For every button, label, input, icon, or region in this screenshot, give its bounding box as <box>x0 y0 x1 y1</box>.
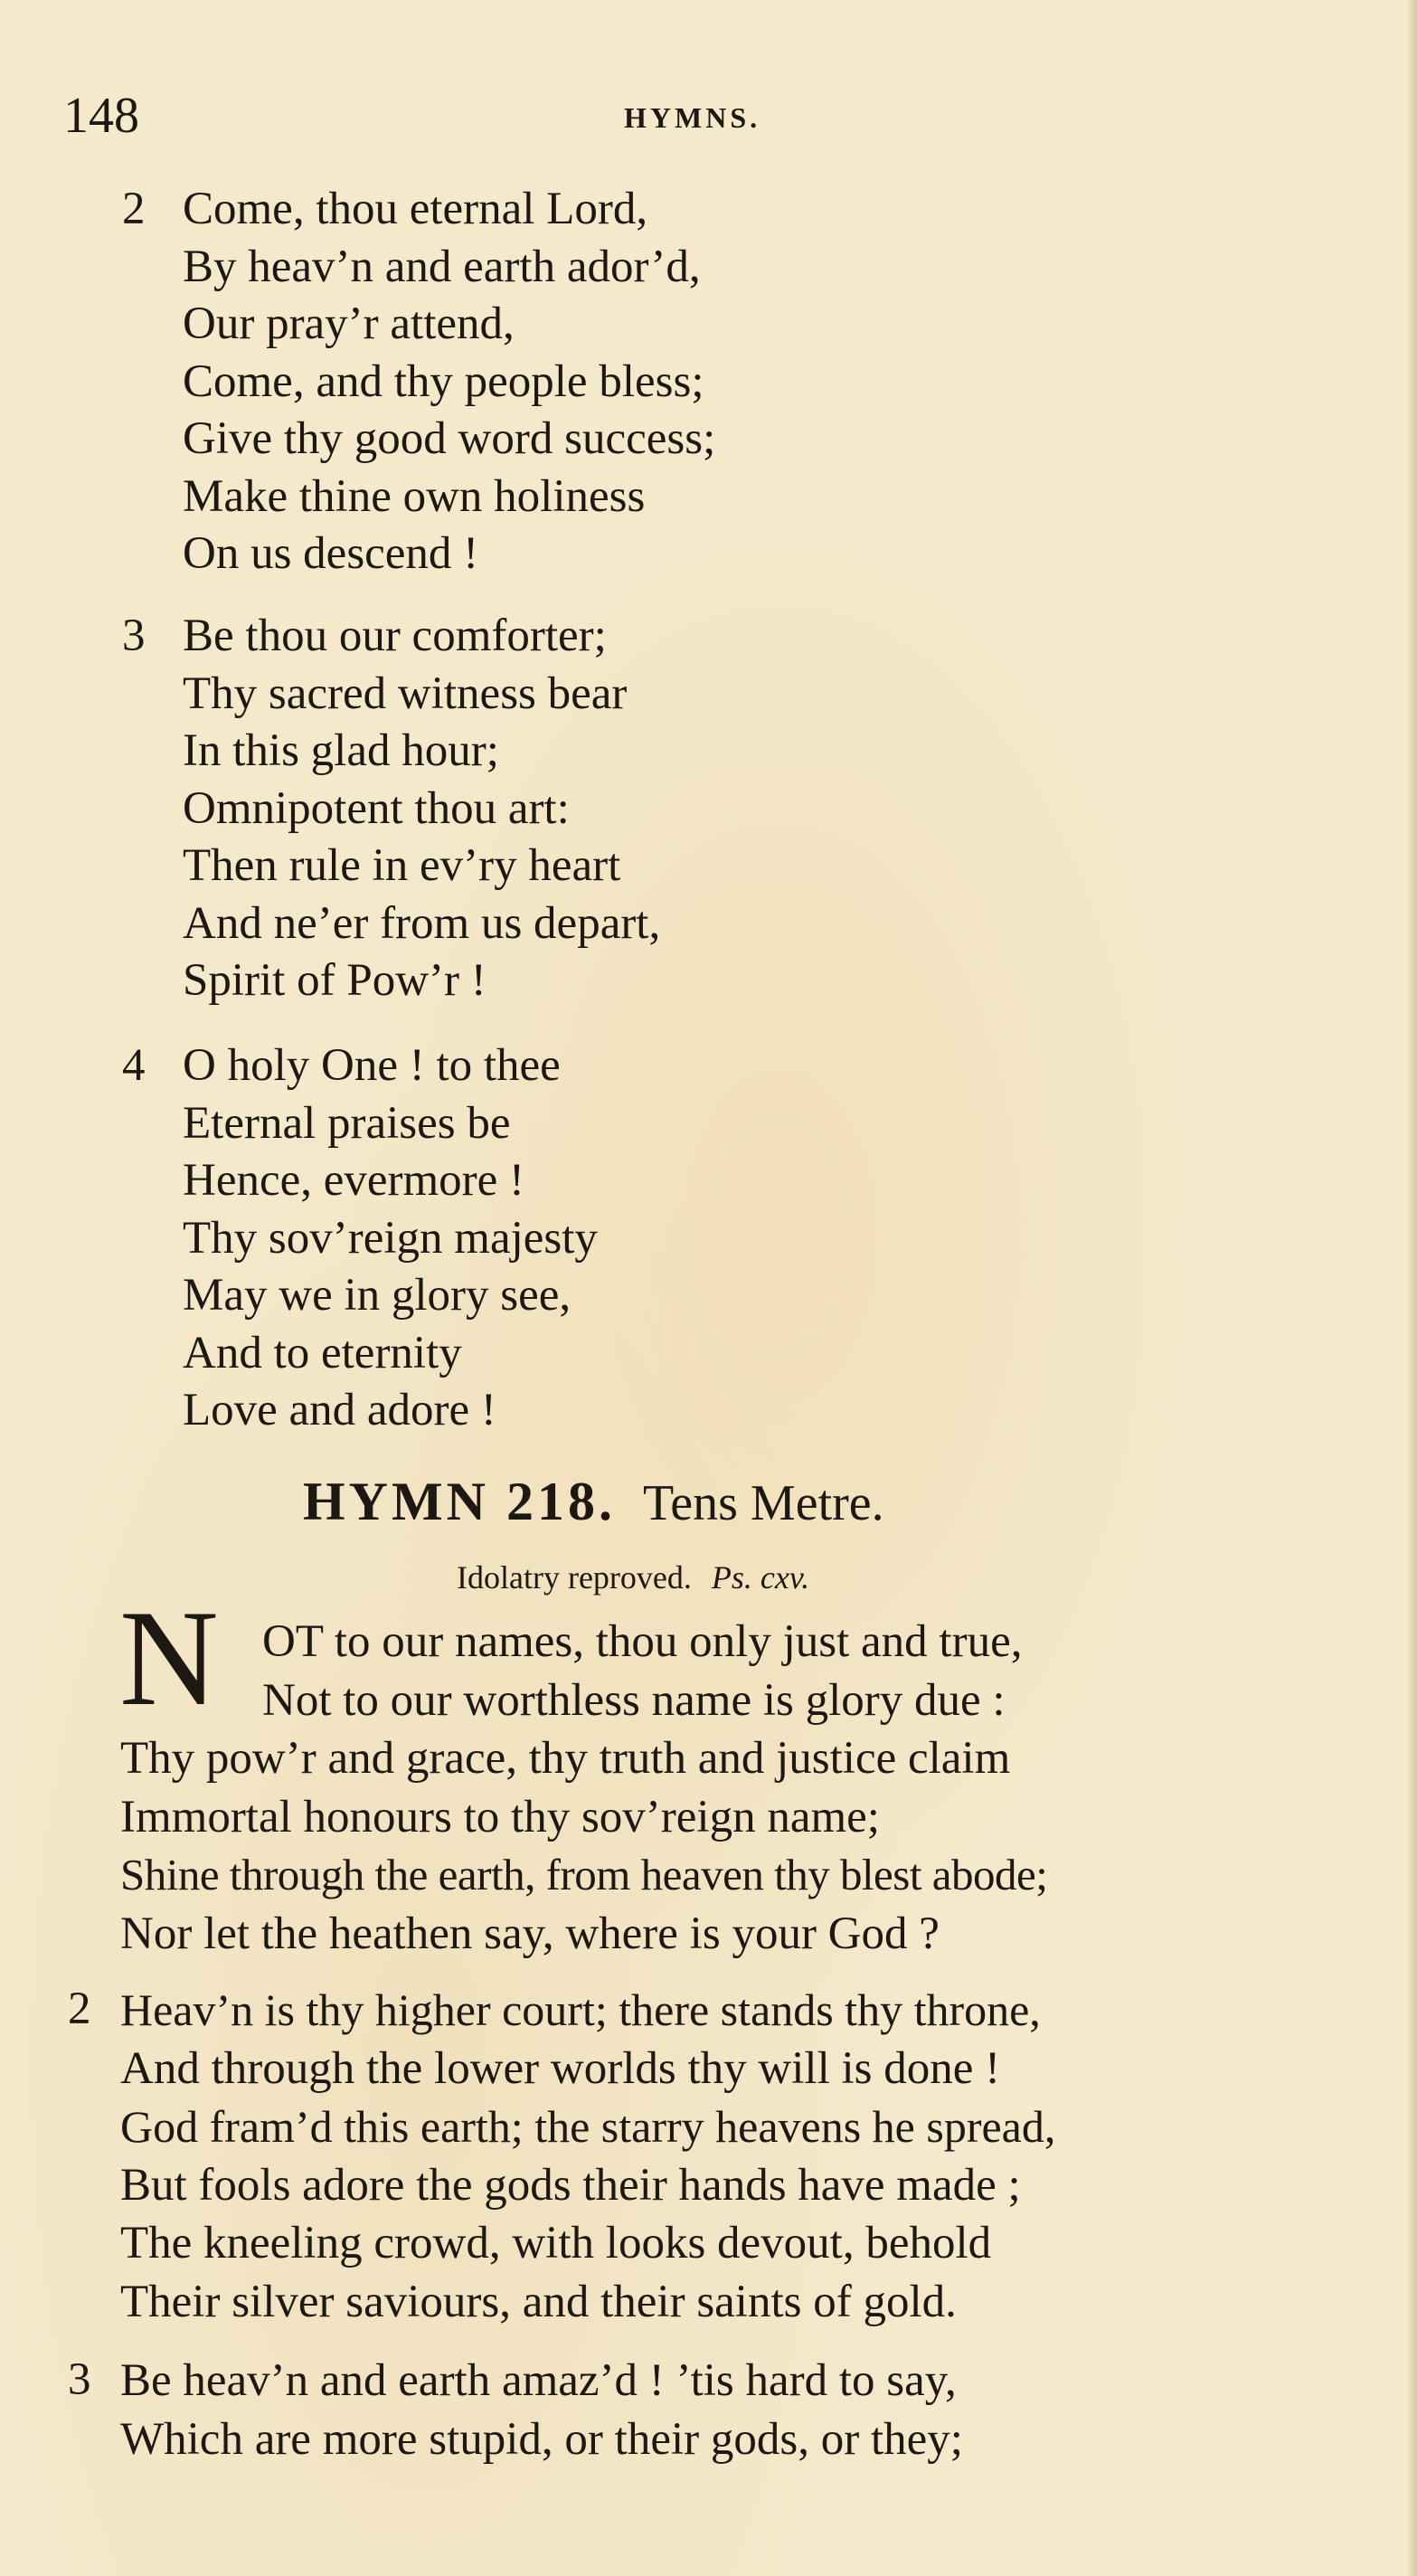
verse-line: Love and adore ! <box>183 1385 496 1435</box>
verse-line: Their silver saviours, and their saints of gold. <box>120 2276 957 2327</box>
verse-line: God fram’d this earth; the starry heavens he spread, <box>120 2101 1056 2152</box>
drop-cap: N <box>119 1582 219 1734</box>
verse-line: Hence, evermore ! <box>183 1155 525 1206</box>
verse-line: But fools adore the gods their hands have made ; <box>120 2159 1021 2211</box>
page-header <box>63 89 859 143</box>
verse-line: Heav’n is thy higher court; there stands thy throne, <box>120 1984 1041 2035</box>
hymn-subtitle <box>457 1558 809 1597</box>
verse-line: Come, and thy people bless; <box>183 355 704 407</box>
verse-line: And through the lower worlds thy will is done ! <box>120 2042 1001 2094</box>
stanza-number: 2 <box>68 1984 91 2034</box>
verse-line: Spirit of Pow’r ! <box>183 955 487 1006</box>
verse-line: Immortal honours to thy sov’reign name; <box>120 1791 880 1842</box>
verse-line: Not to our worthless name is glory due : <box>262 1674 1006 1726</box>
page-number: 148 <box>63 88 139 144</box>
verse-line: Thy sov’reign majesty <box>183 1212 598 1264</box>
hymn-218-opening-lines <box>262 1613 1022 1729</box>
verse-line: And to eternity <box>183 1327 462 1378</box>
hymn-218-stanza-2 <box>120 1981 1055 2331</box>
verse-line: Which are more stupid, or their gods, or they; <box>120 2413 963 2465</box>
verse-line: Omnipotent thou art: <box>183 782 570 834</box>
running-head: HYMNS. <box>624 101 761 134</box>
page-edge <box>1408 0 1417 2576</box>
stanza-number: 2 <box>122 184 146 234</box>
stanza-2 <box>183 181 715 583</box>
scripture-reference: Ps. cxv. <box>711 1559 810 1596</box>
verse-line: Thy pow’r and grace, thy truth and justice claim <box>120 1733 1011 1784</box>
verse-line: On us descend ! <box>183 528 479 579</box>
stanza-3 <box>183 608 660 1010</box>
hymn-218-stanza-1 <box>120 1729 1047 1963</box>
verse-line: OT to our names, thou only just and true, <box>262 1616 1023 1667</box>
hymn-218-stanza-3 <box>120 2352 963 2468</box>
verse-line: Nor let the heathen say, where is your God ? <box>120 1908 940 1959</box>
hymn-number: HYMN 218. <box>303 1472 616 1531</box>
verse-line: The kneeling crowd, with looks devout, behold <box>120 2218 992 2268</box>
stanza-4 <box>183 1037 598 1440</box>
verse-line: By heav’n and earth ador’d, <box>183 241 701 292</box>
verse-line: Give thy good word success; <box>183 413 716 464</box>
verse-line: Then rule in ev’ry heart <box>183 840 621 891</box>
stanza-number: 3 <box>68 2354 91 2405</box>
verse-line: Be thou our comforter; <box>183 611 607 661</box>
verse-line: In this glad hour; <box>183 725 499 776</box>
hymn-theme: Idolatry reproved. <box>457 1559 692 1596</box>
stanza-number: 4 <box>122 1040 146 1091</box>
verse-line: Thy sacred witness bear <box>183 668 628 719</box>
verse-line: May we in glory see, <box>183 1270 572 1321</box>
hymn-title <box>303 1470 884 1548</box>
hymn-metre: Tens Metre. <box>642 1475 884 1531</box>
verse-line: Our pray’r attend, <box>183 298 515 349</box>
verse-line: Make thine own holiness <box>183 470 646 522</box>
verse-line: Come, thou eternal Lord, <box>183 184 648 234</box>
verse-line: O holy One ! to thee <box>183 1040 561 1091</box>
verse-line: And ne’er from us depart, <box>183 897 661 949</box>
stanza-number: 3 <box>122 611 146 661</box>
verse-line: Be heav’n and earth amaz’d ! ’tis hard to say, <box>120 2355 957 2406</box>
verse-line: Eternal praises be <box>183 1097 511 1149</box>
verse-line: Shine through the earth, from heaven thy blest abode; <box>120 1850 1048 1899</box>
